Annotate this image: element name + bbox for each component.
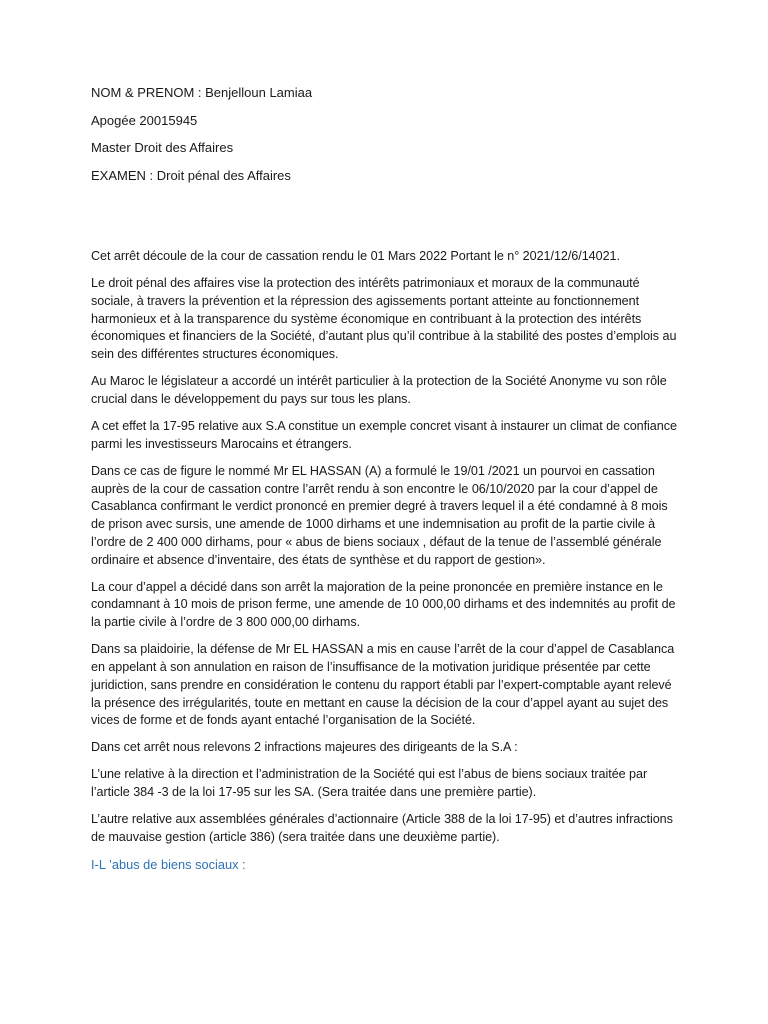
student-apogee: Apogée 20015945 [91,112,198,128]
paragraph-introduction: Le droit pénal des affaires vise la protection des intérêts patrimoniaux et moraux de la communauté sociale, à travers la prévention et la répression des agissements portant atteinte au fonctionnement harmonieux et à la transparence du système économique en contribuant à la protection des intérêts économiques et financiers de la Société, d’autant plus qu’il contribue à la stabilité des postes d’emplois au sein des différentes structures économiques. [91,275,677,362]
header-spacer [91,194,681,248]
section-heading-abus-biens-sociaux: I-L ’abus de biens sociaux : [91,856,246,872]
paragraph-appeal-decision: La cour d’appel a décidé dans son arrêt la majoration de la peine prononcée en première instance en le condamnant à 10 mois de prison ferme, une amende de 10 000,00 dirhams et des indemnités au profit de la partie civile à l’ordre de 3 800 000,00 dirhams. [91,579,676,630]
paragraph-case-facts: Dans ce cas de figure le nommé Mr EL HASSAN (A) a formulé le 19/01 /2021 un pourvoi en cassation auprès de la cour de cassation contre l’arrêt rendu à son encontre le 06/10/2020 par la cour d’appel de Casablanca confirmant le verdict prononcé en premier degré à travers lequel il a été condamné à 8 mois de prison avec sursis, une amende de 1000 dirhams et une indemnisation au profit de la partie civile à l’ordre de 2 400 000 dirhams, pour « abus de biens sociaux , défaut de la tenue de l’assemblé générale ordinaire et absence d’inventaire, des états de synthèse et du rapport de gestion». [91,463,668,567]
paragraph-morocco-context: Au Maroc le législateur a accordé un intérêt particulier à la protection de la Société Anonyme vu son rôle crucial dans le développement du pays sur tous les plans. [91,374,667,406]
document-body [91,248,681,874]
paragraph-defense-plea: Dans sa plaidoirie, la défense de Mr EL HASSAN a mis en cause l’arrêt de la cour d’appel de Casablanca en appelant à son annulation en raison de l’insuffisance de la motivation juridique présentée par cette juridiction, sans prendre en considération le contenu du rapport établi par l’expert-comptable ayant relevé la présence des irrégularités, toute en mettant en cause la décision de la cour d’appel ayant au sujet des vices de forme et de fonds ayant entaché l’organisation de la Société. [91,642,675,728]
exam-title: EXAMEN : Droit pénal des Affaires [91,167,291,183]
paragraph-first-offense: L’une relative à la direction et l’administration de la Société qui est l’abus de biens sociaux traitée par l’article 384 -3 de la loi 17-95 sur les SA. (Sera traitée dans une première partie). [91,767,648,800]
master-program: Master Droit des Affaires [91,140,234,155]
paragraph-two-offenses: Dans cet arrêt nous relevons 2 infractions majeures des dirigeants de la S.A : [91,740,518,755]
student-name: NOM & PRENOM : Benjelloun Lamiaa [91,85,313,100]
paragraph-second-offense: L’autre relative aux assemblées générales d’actionnaire (Article 388 de la loi 17-95) et d’autres infractions de mauvaise gestion (article 386) (sera traitée dans une deuxième partie). [91,812,673,844]
document-page [91,84,681,874]
student-header [91,84,681,185]
paragraph-law-17-95: A cet effet la 17-95 relative aux S.A constitue un exemple concret visant à instaurer un climat de confiance parmi les investisseurs Marocains et étrangers. [91,418,677,451]
paragraph-decision-reference: Cet arrêt découle de la cour de cassation rendu le 01 Mars 2022 Portant le n° 2021/12/6/14021. [91,249,620,263]
